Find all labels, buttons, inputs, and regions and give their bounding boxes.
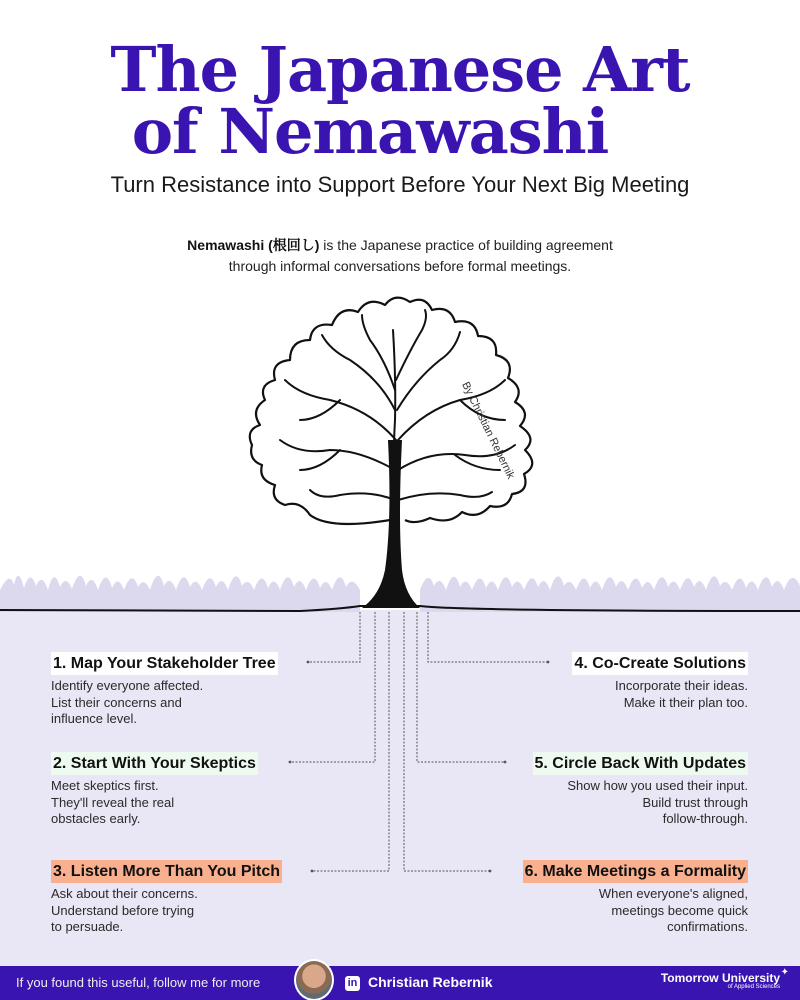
step-4-desc [572,678,748,711]
page-title-line-1: The Japanese Art [110,33,690,106]
step-3-title: 3. Listen More Than You Pitch [51,860,282,883]
intro-term: Nemawashi (根回し) [187,237,320,253]
page-title-line-2: of Nemawashi [131,95,609,168]
subtitle: Turn Resistance into Support Before Your Next Big Meeting [110,172,690,197]
linkedin-icon[interactable]: in [345,976,360,991]
desc-line: to persuade. [51,919,124,934]
desc-line: Understand before trying [51,902,195,918]
step-1 [51,652,278,728]
byline: By Christian Rebernik [459,380,517,481]
desc-line: Ask about their concerns. [51,886,198,901]
author-link[interactable]: Christian Rebernik [368,974,493,990]
desc-line: They'll reveal the real [51,794,175,810]
step-5 [533,752,748,828]
desc-line: Build trust through [642,794,748,810]
step-3 [51,860,282,936]
brand-subtitle: of Applied Sciences [727,984,780,990]
desc-line: List their concerns and [51,694,182,710]
desc-line: Identify everyone affected. [51,678,204,693]
footer-bar [0,966,800,1000]
step-2-desc [51,778,258,828]
desc-line: Meet skeptics first. [51,778,159,793]
intro-rest: is the Japanese practice of building agreement [319,237,613,253]
desc-line: Show how you used their input. [567,778,748,793]
avatar[interactable] [294,959,334,1000]
intro-line-2: through informal conversations before formal meetings. [228,258,572,274]
step-6-desc [523,886,748,936]
desc-line: When everyone's aligned, [598,886,748,901]
desc-line: Make it their plan too. [623,694,748,710]
step-4 [572,652,748,711]
step-6-title: 6. Make Meetings a Formality [523,860,748,883]
step-2-title: 2. Start With Your Skeptics [51,752,258,775]
brand-name: Tomorrow University [660,971,780,985]
desc-line: follow-through. [662,811,748,826]
step-1-desc [51,678,278,728]
desc-line: Incorporate their ideas. [615,678,748,693]
step-1-title: 1. Map Your Stakeholder Tree [51,652,278,675]
brand-logo [660,967,789,990]
sparkle-icon: ✦ [780,967,789,978]
step-2 [51,752,258,828]
desc-line: confirmations. [667,919,748,934]
desc-line: influence level. [51,711,137,726]
step-6 [523,860,748,936]
desc-line: obstacles early. [51,811,141,826]
follow-cta: If you found this useful, follow me for more [16,975,261,990]
step-4-title: 4. Co-Create Solutions [572,652,748,675]
desc-line: meetings become quick [611,902,748,918]
step-5-title: 5. Circle Back With Updates [533,752,748,775]
step-5-desc [533,778,748,828]
step-3-desc [51,886,282,936]
